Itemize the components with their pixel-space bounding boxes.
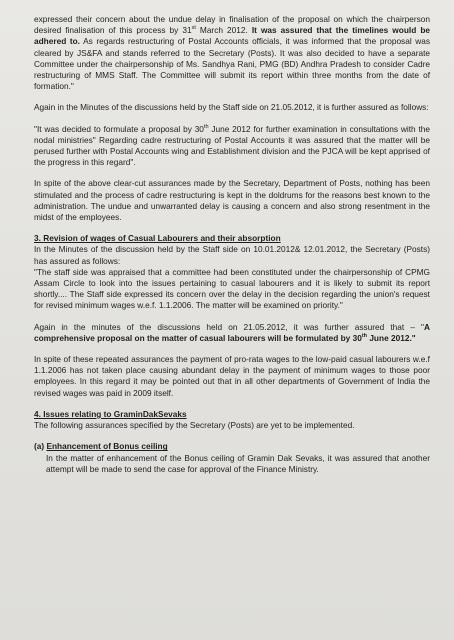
subsection-label: (a) — [34, 441, 47, 452]
bold-assurance: June 2012." — [367, 332, 416, 343]
paragraph-doldrums: In spite of the above clear-cut assurances made by the Secretary, Department of Posts, nothing has been stimulated and the process of cadre restructuring is kept in the doldrums for the reasons best known to the administration. The undue and unwarranted delay is causing a concern and also strong resentment in the midst of the employees. — [34, 178, 430, 223]
text: "It was decided to formulate a proposal by 30 — [34, 123, 204, 134]
paragraph-casual-quote: "The staff side was appraised that a committee had been constituted under the chairpersonship of CPMG Assam Circle to look into the issues pertaining to casual labourers and it is likely to submit its report shortly.... The Staff side expressed its concern over the delay in the decision regarding the union's request for revised minimum wages w.e.f. 1.1.2006. The matter will be examined on priority." — [34, 266, 430, 311]
paragraph-bonus: In the matter of enhancement of the Bonus ceiling of Gramin Dak Sevaks, it was assured that another attempt will be made to send the case for approval of the Finance Ministry. — [46, 452, 430, 474]
text: March 2012. — [195, 25, 252, 36]
heading-text: 3. Revision of wages of Casual Labourers and their absorption — [34, 233, 281, 244]
paragraph-gds-intro: The following assurances specified by the Secretary (Posts) are yet to be implemented. — [34, 420, 355, 431]
subsection-title: Enhancement of Bonus ceiling — [46, 441, 168, 452]
text: As regards restructuring of Postal Accounts officials, it was informed that the proposal was cleared by JS&FA and stands referred to the Secretary (Posts). It was also decided to have a separate Committee under the chairpersonship of Ms. Sandhya Rani, PMG (BD) Andhra Pradesh to consider Cadre restructuring of MMS Staff. The Committee will submit its report within three months from the date of formation." — [34, 36, 430, 92]
paragraph-minutes-intro: Again in the Minutes of the discussions held by the Staff side on 21.05.2012, it is further assured as follows: — [34, 102, 429, 113]
section-heading-casual-labourers — [34, 233, 430, 244]
subsection-heading-bonus — [34, 441, 430, 452]
text: June 2012 for further examination in consultations with the nodal ministries" Regarding cadre restructuring of Postal Accounts it was assured that the matter will be perused further with Postal Accounts wing and Establishment division and the PJCA will be kept apprised of the progress in this regard". — [34, 123, 430, 168]
paragraph-quote-proposal — [34, 124, 430, 169]
section-heading-gds — [34, 409, 430, 420]
superscript: th — [361, 332, 368, 339]
text: Again in the minutes of the discussions held on 21.05.2012, it was further assured that – " — [34, 321, 424, 332]
heading-text: 4. Issues relating to GraminDakSevaks — [34, 408, 187, 419]
paragraph-casual-further — [34, 322, 430, 344]
paragraph-casual-intro: In the Minutes of the discussion held by the Staff side on 10.01.2012& 12.01.2012, the Secretary (Posts) has assured as follows: — [34, 244, 430, 266]
bold-assurance: It was assured that the timelines would be adhered to. — [34, 25, 430, 47]
superscript: st — [191, 25, 196, 32]
paragraph-pro-rata: In spite of these repeated assurances the payment of pro-rata wages to the low-paid casual labourers w.e.f 1.1.2006 has not taken place causing abundant delay in the payment of minimum wages to those poor employees. In this regard it may be pointed out that in all other departments of Government of India the revised wages was paid in 2009 itself. — [34, 354, 430, 398]
text: expressed their concern about the undue delay in finalisation of the proposal on which the chairperson desired finalisation of this process by 31 — [34, 14, 430, 36]
superscript: th — [203, 123, 209, 130]
paragraph-committee-concern — [34, 14, 430, 92]
bold-assurance: A comprehensive proposal on the matter of casual labourers will be formulated by 30 — [34, 321, 430, 343]
